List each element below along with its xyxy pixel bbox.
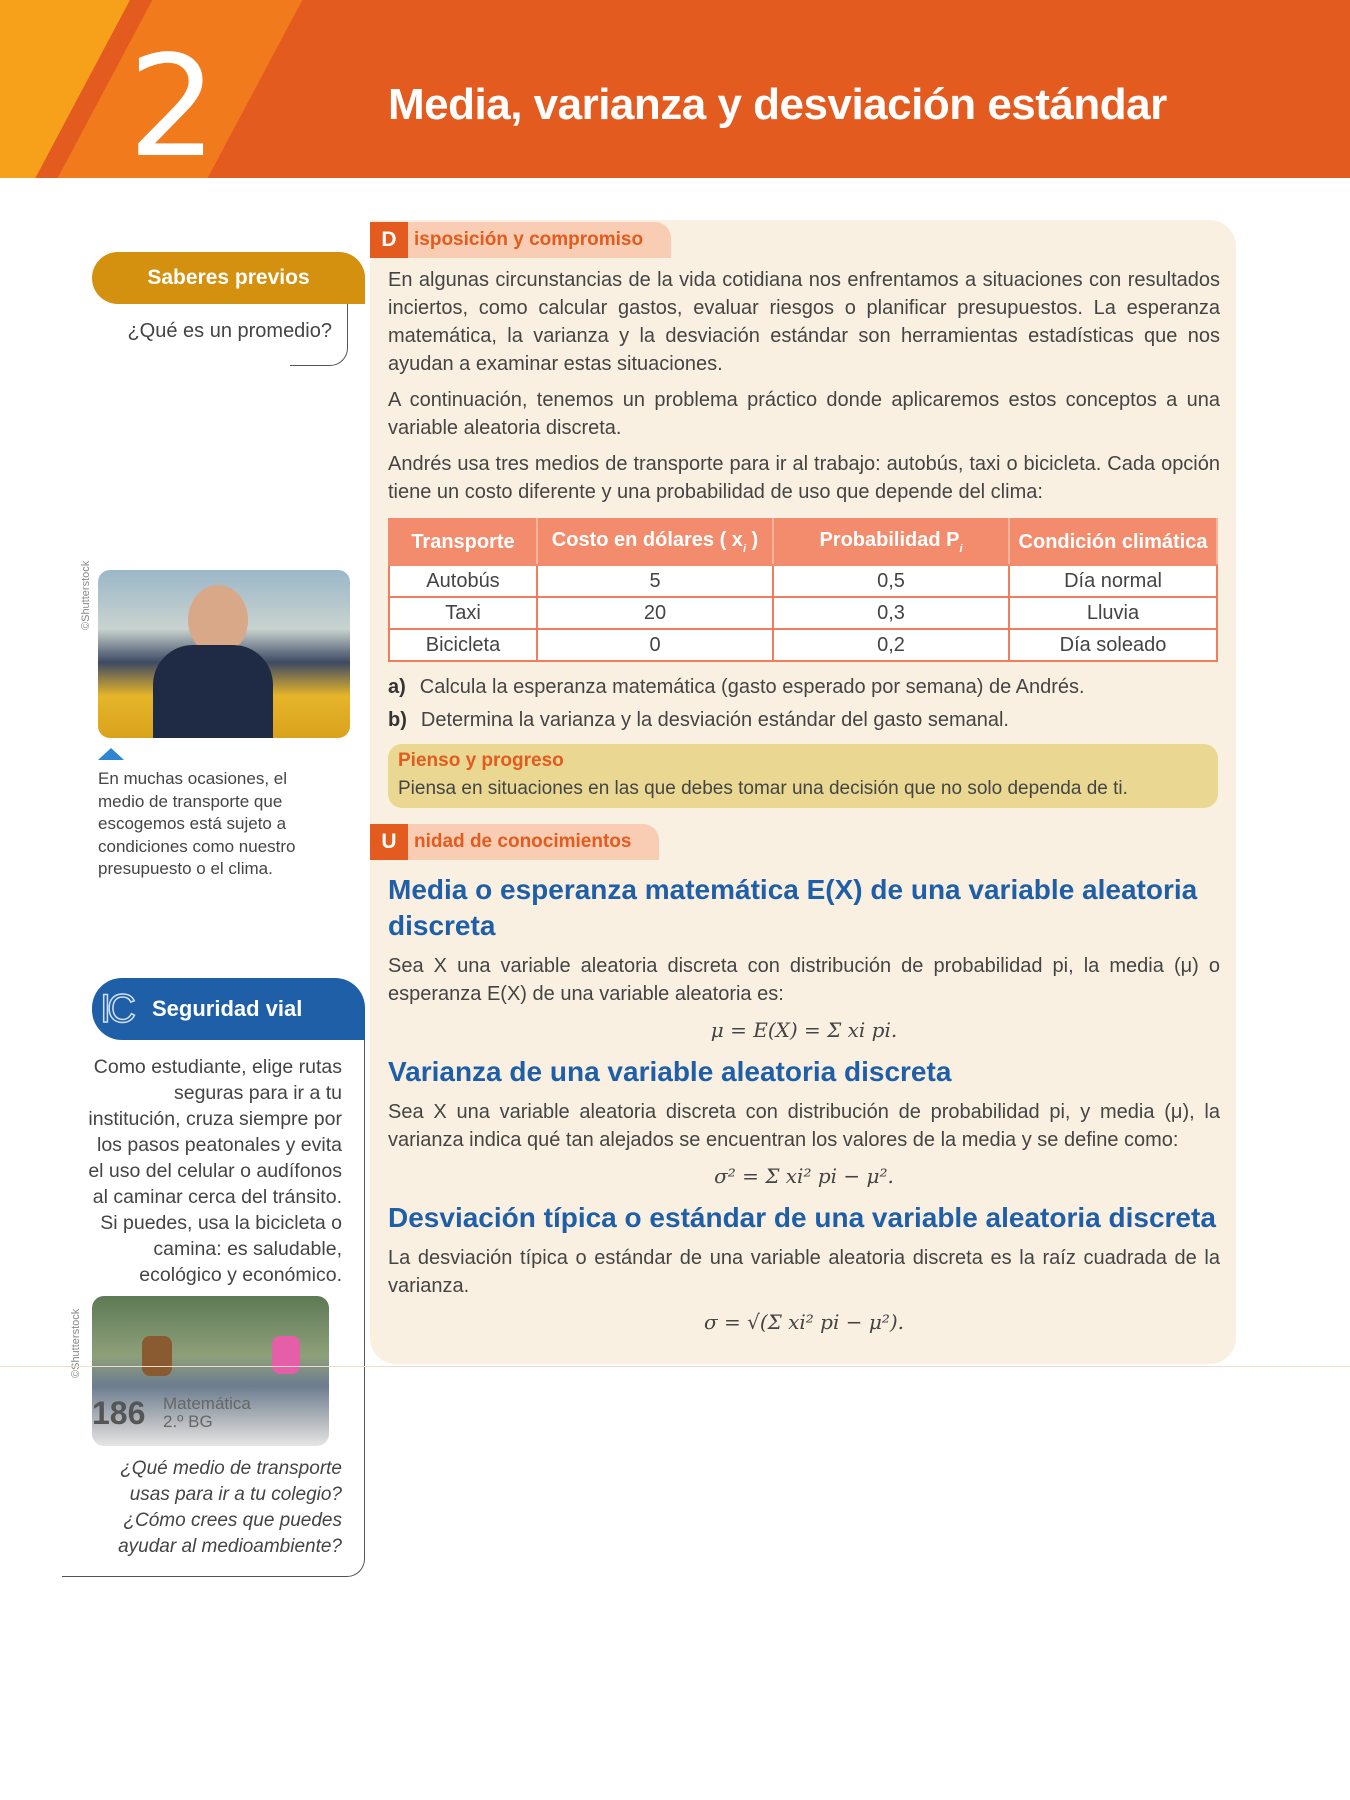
desviacion-text: La desviación típica o estándar de una variable aleatoria discreta es la raíz cuadrada de la varianza. [388, 1247, 1220, 1297]
seguridad-question: ¿Qué medio de transporte usas para ir a tu colegio? ¿Cómo crees que puedes ayudar al medioambiente? [118, 1458, 342, 1557]
seguridad-vial-title: IC Seguridad vial [92, 978, 365, 1040]
businessman-taxi-photo [98, 570, 350, 738]
varianza-text: Sea X una variable aleatoria discreta con distribución de probabilidad pi, y media (μ), la varianza indica qué tan alejados se encuentran los valores de la media y se define como: [388, 1101, 1220, 1151]
heading-media: Media o esperanza matemática E(X) de una variable aleatoria discreta [388, 874, 1198, 941]
seguridad-text: Como estudiante, elige rutas seguras para ir a tu institución, cruza siempre por los pasos peatonales y evita el uso del celular o audífonos al caminar cerca del tránsito. Si puedes, usa la bicicleta o camina: es saludable, ecológico y económico. [88, 1056, 342, 1286]
table-row: Autobús 5 0,5 Día normal [389, 565, 1217, 597]
intro-paragraph: A continuación, tenemos un problema práctico donde aplicaremos estos conceptos a una variable aleatoria discreta. [388, 389, 1220, 439]
table-row: Taxi 20 0,3 Lluvia [389, 597, 1217, 629]
formula-varianza: σ² = Σ xi² pi − μ². [714, 1164, 894, 1188]
intro-paragraph: Andrés usa tres medios de transporte para ir al trabajo: autobús, taxi o bicicleta. Cada opción tiene un costo diferente y una probabilidad de uso que depende del clima: [388, 453, 1220, 503]
page-title: Media, varianza y desviación estándar [388, 80, 1167, 129]
seguridad-body [62, 1040, 365, 1577]
photo-credit: ©Shutterstock [70, 1308, 82, 1378]
saberes-previos-title: Saberes previos [92, 252, 365, 304]
media-text: Sea X una variable aleatoria discreta con distribución de probabilidad pi, la media (μ) o esperanza E(X) de una variable aleatoria es: [388, 955, 1220, 1005]
question-b: b) Determina la varianza y la desviación estándar del gasto semanal. [388, 709, 1009, 731]
photo-caption: En muchas ocasiones, el medio de transporte que escogemos está sujeto a condiciones como nuestro presupuesto o el clima. [98, 769, 296, 878]
page-number: 186 [92, 1395, 146, 1431]
photo-credit: ©Shutterstock [80, 560, 92, 630]
content-panel [370, 220, 1236, 1364]
ic-logo-icon: IC [100, 986, 132, 1031]
footer-subject: Matemática 2.º BG [163, 1394, 251, 1431]
formula-desviacion: σ = √(Σ xi² pi − μ²). [703, 1310, 905, 1334]
footer [0, 1366, 1350, 1496]
intro-paragraph: En algunas circunstancias de la vida cotidiana nos enfrentamos a situaciones con resultados inciertos, como calcular gastos, evaluar riesgos o planificar presupuestos. La esperanza matemática, la varianza y la desviación estándar son herramientas estadísticas que nos ayudan a examinar estas situaciones. [388, 269, 1220, 375]
section-tab-disposicion: D isposición y compromiso [370, 222, 671, 258]
chapter-number: 2 [128, 26, 218, 189]
pienso-progreso-box: Pienso y progreso Piensa en situaciones en las que debes tomar una decisión que no solo dependa de ti. [388, 744, 1218, 808]
table-row: Bicicleta 0 0,2 Día soleado [389, 629, 1217, 661]
sidebar-top [80, 252, 365, 881]
saberes-question: ¿Qué es un promedio? [127, 320, 332, 342]
caption-triangle-icon [98, 748, 124, 760]
formula-media: μ = E(X) = Σ xi pi. [710, 1018, 898, 1042]
heading-desviacion: Desviación típica o estándar de una variable aleatoria discreta [388, 1202, 1216, 1233]
section-tab-unidad: U nidad de conocimientos [370, 824, 659, 860]
transport-table [388, 518, 1218, 662]
heading-varianza: Varianza de una variable aleatoria discreta [388, 1056, 952, 1087]
question-a: a) Calcula la esperanza matemática (gasto esperado por semana) de Andrés. [388, 676, 1085, 698]
table-header-row: Transporte Costo en dólares ( $x_i$ ) Probabilidad $P_i$ Condición climática [389, 519, 1217, 565]
